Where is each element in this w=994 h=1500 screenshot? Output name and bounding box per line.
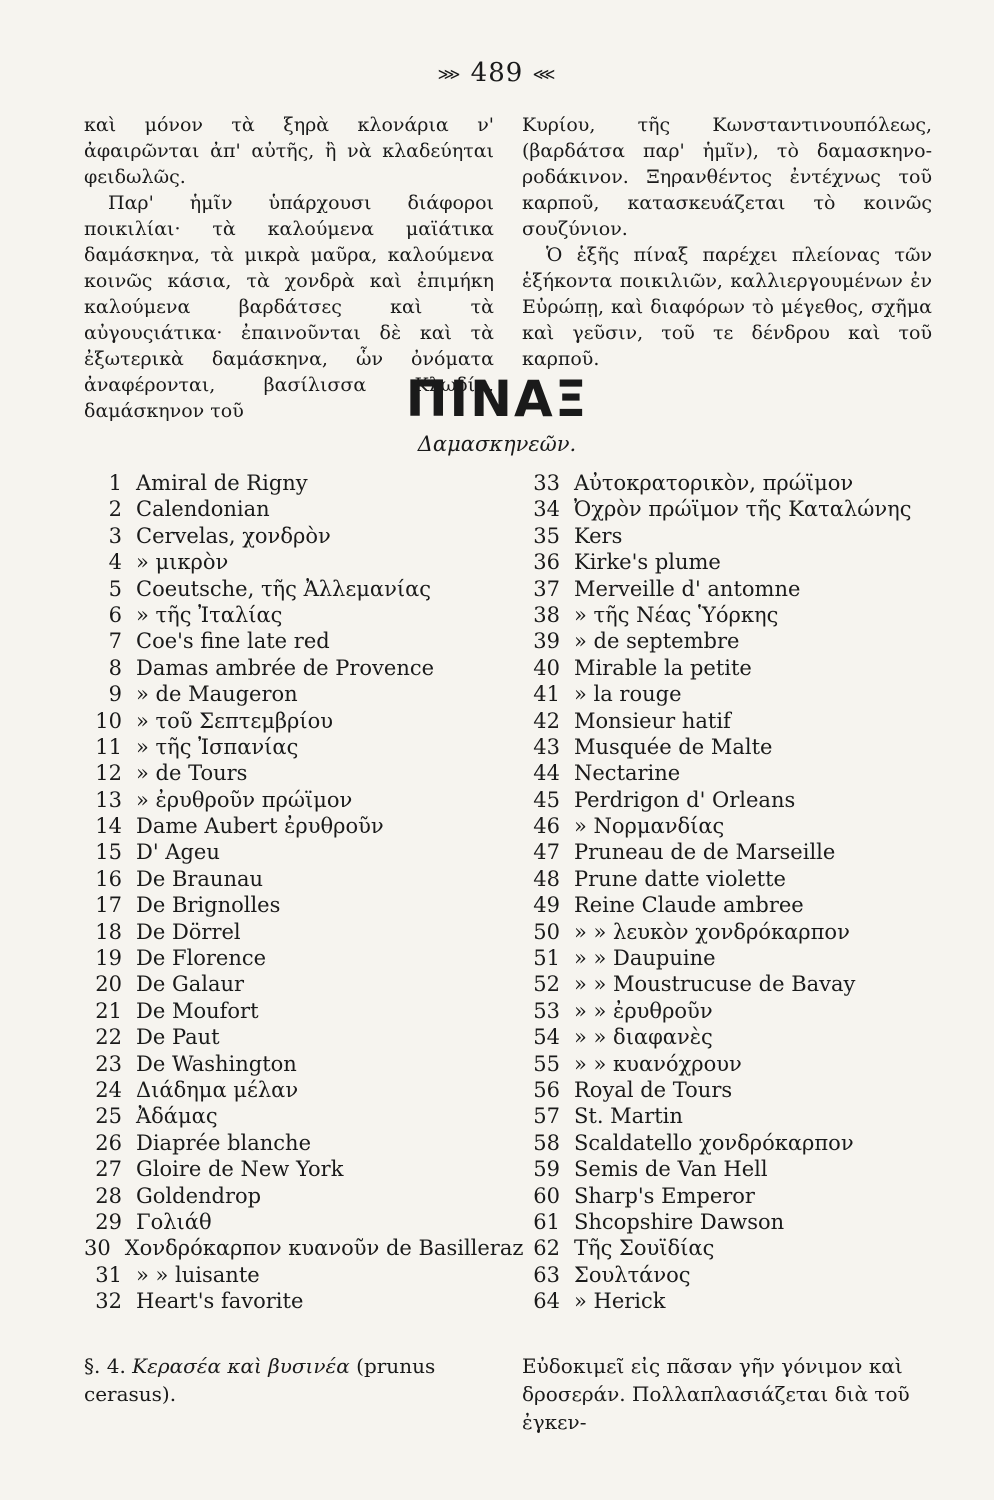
section-title: Κερασέα καὶ βυσινέα (132, 1354, 350, 1378)
variety-row (84, 655, 504, 681)
variety-number: 3 (108, 523, 122, 548)
variety-name: Coeutsche, τῆς Ἀλλεμανίας (136, 576, 432, 601)
variety-number: 46 (533, 814, 560, 839)
variety-row (84, 708, 504, 734)
variety-name: Damas ambrée de Provence (136, 655, 435, 680)
ornament-left-icon: ⋙ (437, 64, 462, 84)
variety-number: 54 (533, 1025, 560, 1050)
variety-name: Τῆς Σουϊδίας (574, 1236, 715, 1261)
variety-name: » la rouge (574, 682, 682, 707)
variety-name: Merveille d' antomne (574, 576, 801, 601)
variety-row (522, 1288, 942, 1314)
intro-right-paragraph-1: Κυρίου, τῆς Κωνσταντινουπόλεως, (βαρδάτσα παρ' ἡμῖν), τὸ δαμασκηνο-ροδάκινον. Ξηρανθέντος ἐντέχνως τοῦ καρποῦ, κατασκευάζεται τὸ κοινῶς σουζύνιον. (522, 114, 932, 240)
variety-row (522, 1024, 942, 1050)
variety-number: 32 (95, 1289, 122, 1314)
variety-number: 10 (95, 708, 122, 733)
ornament-right-icon: ⋘ (532, 64, 557, 84)
variety-name: De Paut (136, 1025, 220, 1050)
variety-number: 44 (533, 761, 560, 786)
variety-name: » de septembre (574, 629, 740, 654)
variety-number: 22 (95, 1025, 122, 1050)
variety-number: 39 (533, 629, 560, 654)
variety-row (84, 866, 504, 892)
variety-name: Gloire de New York (136, 1157, 344, 1182)
variety-number: 14 (95, 814, 122, 839)
variety-name: De Galaur (136, 972, 245, 997)
variety-name: Σουλτάνος (574, 1262, 691, 1287)
variety-name: » de Tours (136, 761, 248, 786)
variety-name: De Brignolles (136, 893, 281, 918)
variety-name: » » Moustrucuse de Bavay (574, 972, 856, 997)
variety-number: 1 (108, 471, 122, 495)
variety-name: » » λευκὸν χονδρόκαρπον (574, 919, 850, 944)
variety-row (522, 1235, 942, 1261)
variety-row (522, 813, 942, 839)
variety-number: 40 (533, 655, 560, 680)
variety-row (84, 628, 504, 654)
variety-row (84, 919, 504, 945)
variety-number: 9 (108, 682, 122, 707)
variety-row (522, 919, 942, 945)
variety-name: » » luisante (136, 1262, 260, 1287)
variety-row (84, 971, 504, 997)
variety-row (84, 496, 504, 522)
variety-number: 6 (108, 602, 122, 627)
footer-right-text: Εὐδοκιμεῖ εἰς πᾶσαν γῆν γόνιμον καὶ δροσεράν. Πολλαπλασιάζεται διὰ τοῦ ἐγκεν- (522, 1354, 910, 1434)
variety-row (84, 576, 504, 602)
variety-row (522, 734, 942, 760)
variety-number: 60 (533, 1183, 560, 1208)
variety-number: 25 (95, 1104, 122, 1129)
page-header (0, 58, 994, 88)
variety-row (522, 760, 942, 786)
varieties-list-right (522, 470, 942, 1315)
variety-name: » » Daupuine (574, 946, 716, 971)
variety-number: 31 (95, 1262, 122, 1287)
intro-right-column (522, 112, 932, 372)
table-subtitle: Δαμασκηνεῶν. (417, 432, 577, 456)
variety-number: 64 (533, 1289, 560, 1314)
variety-number: 43 (533, 734, 560, 759)
variety-number: 45 (533, 787, 560, 812)
variety-number: 8 (108, 655, 122, 680)
variety-number: 24 (95, 1077, 122, 1102)
variety-name: » τῆς Νέας Ὑόρκης (574, 602, 779, 627)
variety-name: Scaldatello χονδρόκαρπον (574, 1130, 854, 1155)
section-heading (84, 1352, 494, 1408)
variety-name: » » κυανόχρουν (574, 1051, 742, 1076)
variety-number: 59 (533, 1157, 560, 1182)
variety-name: Γολιάθ (136, 1209, 212, 1234)
variety-number: 37 (533, 576, 560, 601)
variety-row (84, 523, 504, 549)
variety-row (84, 470, 504, 496)
variety-row (84, 1103, 504, 1129)
variety-number: 16 (95, 866, 122, 891)
variety-name: Dame Aubert ἐρυθροῦν (136, 814, 384, 839)
variety-name: Diaprée blanche (136, 1130, 312, 1155)
variety-name: Διάδημα μέλαν (136, 1077, 299, 1102)
variety-number: 52 (533, 972, 560, 997)
variety-row (522, 1051, 942, 1077)
variety-row (522, 945, 942, 971)
variety-name: St. Martin (574, 1104, 683, 1129)
variety-number: 17 (95, 893, 122, 918)
variety-row (522, 470, 942, 496)
variety-number: 42 (533, 708, 560, 733)
variety-number: 62 (533, 1236, 560, 1261)
variety-row (84, 945, 504, 971)
variety-name: Prune datte violette (574, 866, 786, 891)
variety-number: 29 (95, 1209, 122, 1234)
variety-row (522, 1077, 942, 1103)
variety-number: 34 (533, 497, 560, 522)
variety-name: Αὐτοκρατορικὸν, πρώϊμον (574, 471, 854, 495)
variety-name: Musquée de Malte (574, 734, 773, 759)
variety-row (84, 681, 504, 707)
variety-row (522, 998, 942, 1024)
variety-name: Sharp's Emperor (574, 1183, 755, 1208)
variety-row (84, 1183, 504, 1209)
variety-row (522, 708, 942, 734)
variety-name: » Herick (574, 1289, 666, 1314)
varieties-list-left (84, 470, 524, 1315)
variety-name: Mirable la petite (574, 655, 752, 680)
intro-left-paragraph-1: καὶ μόνον τὰ ξηρὰ κλονάρια ν' ἀφαιρῶνται ἀπ' αὐτῆς, ἢ νὰ κλαδεύηται φειδωλῶς. (84, 114, 494, 188)
intro-left-paragraph-2: Παρ' ἡμῖν ὑπάρχουσι διάφοροι ποικιλίαι· τὰ καλούμενα μαϊάτικα δαμάσκηνα, τὰ μικρὰ μαῦρα, καλούμενα κοινῶς κάσια, τὰ χονδρὰ καὶ ἐπιμήκη καλούμενα βαρδάτσες καὶ τὰ αὐγουςιάτικα· ἐπαινοῦνται δὲ καὶ τὰ ἐξωτερικὰ δαμάσκηνα, ὧν ὀνόματα ἀναφέρονται, βασίλισσα Κλωδία, δαμάσκηνον τοῦ (84, 192, 494, 422)
variety-name: » μικρὸν (136, 550, 229, 575)
variety-number: 15 (95, 840, 122, 865)
variety-row (84, 1024, 504, 1050)
variety-name: Royal de Tours (574, 1077, 733, 1102)
variety-number: 47 (533, 840, 560, 865)
variety-name: De Braunau (136, 866, 264, 891)
variety-row (84, 1051, 504, 1077)
variety-name: De Washington (136, 1051, 297, 1076)
variety-number: 12 (95, 761, 122, 786)
variety-row (522, 892, 942, 918)
variety-name: Coe's fine late red (136, 629, 330, 654)
variety-number: 2 (108, 497, 122, 522)
variety-name: » Νορμανδίας (574, 814, 725, 839)
variety-number: 13 (95, 787, 122, 812)
variety-row (522, 681, 942, 707)
variety-name: De Moufort (136, 998, 259, 1023)
variety-name: Goldendrop (136, 1183, 262, 1208)
variety-name: Kers (574, 523, 623, 548)
section-number: §. 4. (84, 1354, 126, 1378)
variety-row (84, 734, 504, 760)
variety-row (522, 1103, 942, 1129)
variety-number: 36 (533, 550, 560, 575)
variety-name: Shcopshire Dawson (574, 1209, 785, 1234)
variety-row (522, 602, 942, 628)
variety-name: Χονδρόκαρπον κυανοῦν de Basilleraz (124, 1236, 524, 1261)
variety-row (522, 1209, 942, 1235)
variety-row (84, 892, 504, 918)
variety-name: Kirke's plume (574, 550, 721, 575)
variety-number: 38 (533, 602, 560, 627)
variety-number: 51 (533, 946, 560, 971)
variety-number: 27 (95, 1157, 122, 1182)
variety-row (522, 839, 942, 865)
variety-name: Cervelas, χονδρὸν (136, 523, 331, 548)
variety-name: Ὀχρὸν πρώϊμον τῆς Καταλώνης (574, 497, 912, 522)
variety-number: 11 (95, 734, 122, 759)
variety-name: Monsieur hatif (574, 708, 731, 733)
variety-name: » ἐρυθροῦν πρώϊμον (136, 787, 353, 812)
variety-name: » » διαφανὲς (574, 1025, 713, 1050)
variety-number: 20 (95, 972, 122, 997)
variety-number: 4 (108, 550, 122, 575)
variety-name: Ἀδάμας (136, 1104, 218, 1129)
variety-row (84, 1077, 504, 1103)
variety-row (84, 1235, 524, 1261)
variety-name: De Dörrel (136, 919, 241, 944)
variety-row (522, 1130, 942, 1156)
intro-right-paragraph-2: Ὁ ἑξῆς πίναξ παρέχει πλείονας τῶν ἑξήκοντα ποικιλιῶν, καλλιεργουμένων ἐν Εὐρώπῃ, καὶ διαφόρων τὸ μέγεθος, σχῆμα καὶ γεῦσιν, τοῦ τε δένδρου καὶ τοῦ καρποῦ. (522, 244, 932, 370)
variety-number: 49 (533, 893, 560, 918)
variety-name: » » ἐρυθροῦν (574, 998, 713, 1023)
variety-row (522, 576, 942, 602)
variety-row (84, 1262, 504, 1288)
variety-number: 57 (533, 1104, 560, 1129)
variety-number: 19 (95, 946, 122, 971)
variety-row (522, 866, 942, 892)
variety-number: 28 (95, 1183, 122, 1208)
section-latin-name: (prunus cerasus). (84, 1354, 436, 1406)
variety-row (522, 1183, 942, 1209)
variety-number: 33 (533, 471, 560, 495)
variety-number: 55 (533, 1051, 560, 1076)
variety-row (84, 602, 504, 628)
variety-row (84, 787, 504, 813)
variety-row (522, 655, 942, 681)
variety-row (522, 496, 942, 522)
variety-row (84, 760, 504, 786)
variety-name: Perdrigon d' Orleans (574, 787, 796, 812)
variety-name: Calendonian (136, 497, 270, 522)
table-title: ΠΙΝΑΞ (405, 370, 589, 428)
variety-number: 35 (533, 523, 560, 548)
variety-number: 7 (108, 629, 122, 654)
variety-number: 53 (533, 998, 560, 1023)
variety-number: 50 (533, 919, 560, 944)
variety-row (84, 813, 504, 839)
variety-number: 48 (533, 866, 560, 891)
variety-row (84, 1130, 504, 1156)
variety-number: 58 (533, 1130, 560, 1155)
variety-name: De Florence (136, 946, 267, 971)
variety-name: » de Maugeron (136, 682, 298, 707)
variety-row (84, 549, 504, 575)
variety-name: Semis de Van Hell (574, 1157, 768, 1182)
variety-row (84, 998, 504, 1024)
page-number: 489 (470, 58, 524, 88)
variety-name: » τοῦ Σεπτεμβρίου (136, 708, 334, 733)
variety-number: 56 (533, 1077, 560, 1102)
variety-row (522, 549, 942, 575)
variety-row (522, 1262, 942, 1288)
variety-number: 26 (95, 1130, 122, 1155)
variety-name: » τῆς Ἰταλίας (136, 602, 283, 627)
variety-row (522, 971, 942, 997)
variety-name: Reine Claude ambree (574, 893, 804, 918)
variety-name: Nectarine (574, 761, 681, 786)
variety-row (522, 1156, 942, 1182)
variety-number: 18 (95, 919, 122, 944)
variety-row (84, 1156, 504, 1182)
variety-name: D' Ageu (136, 840, 220, 865)
variety-row (84, 1288, 504, 1314)
variety-row (522, 787, 942, 813)
variety-row (84, 839, 504, 865)
variety-row (522, 523, 942, 549)
variety-name: Amiral de Rigny (136, 471, 308, 495)
variety-row (84, 1209, 504, 1235)
variety-number: 30 (84, 1236, 111, 1261)
variety-number: 61 (533, 1209, 560, 1234)
variety-number: 23 (95, 1051, 122, 1076)
variety-number: 5 (108, 576, 122, 601)
variety-number: 63 (533, 1262, 560, 1287)
variety-name: » τῆς Ἰσπανίας (136, 734, 299, 759)
variety-number: 21 (95, 998, 122, 1023)
variety-row (522, 628, 942, 654)
variety-name: Pruneau de de Marseille (574, 840, 836, 865)
variety-name: Heart's favorite (136, 1289, 304, 1314)
variety-number: 41 (533, 682, 560, 707)
